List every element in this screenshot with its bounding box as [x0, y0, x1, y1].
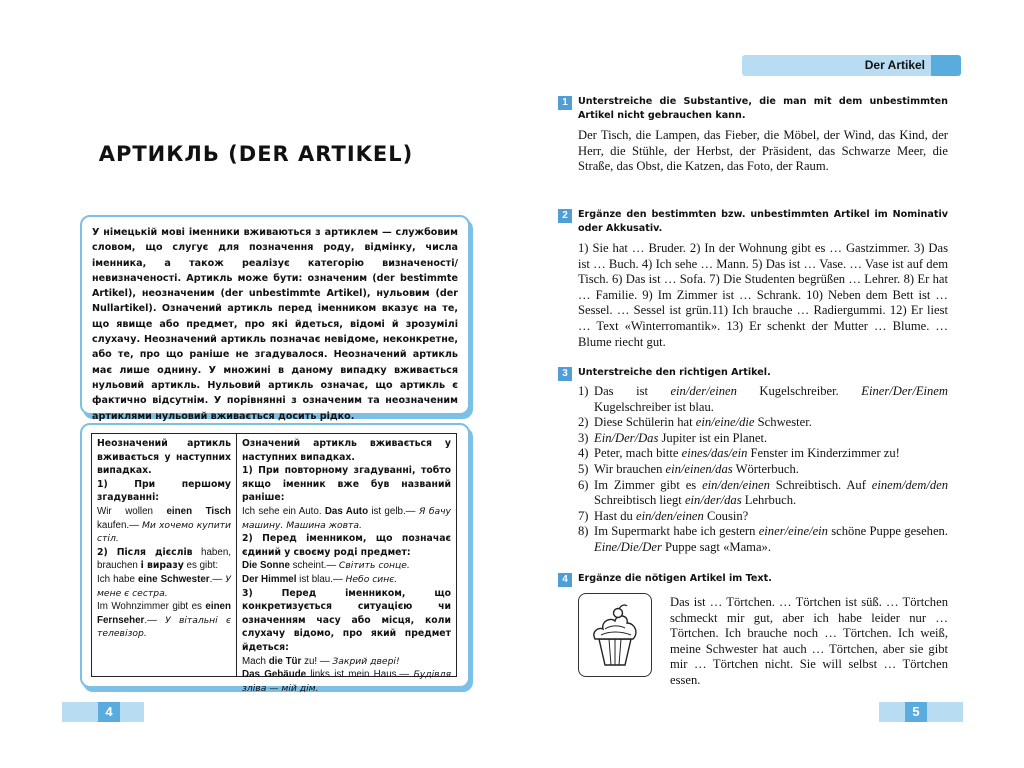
- example-ua: У вітальні є телевізор.: [97, 614, 231, 640]
- article-options: ein/der/das: [684, 493, 742, 508]
- article-options: ein/der/einen: [670, 384, 737, 398]
- example-de-bold: Der Himmel: [242, 573, 297, 585]
- page-number: 4: [98, 702, 120, 722]
- item-text-part: Fenster im Kinderzimmer zu!: [747, 446, 900, 461]
- item-text-part: Cousin?: [703, 508, 749, 523]
- indefinite-article-column: [92, 434, 237, 676]
- case-heading: і виразу: [140, 560, 184, 572]
- col2-case2-heading: 2) Перед іменником, що позначає єдиний у своєму роді предмет:: [242, 533, 451, 558]
- item-text-part: Puppe sagt «Mama».: [661, 539, 771, 554]
- example-de: links ist mein Haus.—: [306, 669, 410, 681]
- item-text-part: Kugelschreiber ist blau.: [594, 399, 714, 414]
- example-ua: Світить сонце.: [338, 560, 410, 572]
- article-options: eines/das/ein: [681, 446, 748, 461]
- col1-case1-example: [97, 505, 231, 546]
- exercise-number: 2: [558, 209, 572, 223]
- exercise-number: 3: [558, 367, 572, 381]
- list-item: [578, 415, 948, 431]
- case-heading: 2) Після дієслів: [97, 546, 193, 558]
- item-text-part: Lehrbuch.: [741, 493, 797, 508]
- exercise-instruction: Ergänze den bestimmten bzw. unbestimmten Artikel im Nominativ oder Akkusativ.: [578, 209, 948, 234]
- example-de-bold: Das Gebäude: [242, 669, 307, 681]
- page-number-tab: [62, 702, 144, 722]
- example-ua: Небо синє.: [345, 573, 398, 585]
- exercise-2: [558, 208, 948, 350]
- intro-box: [80, 215, 470, 422]
- example-de: .—: [144, 614, 157, 626]
- item-text-part: Schreibtisch liegt: [594, 493, 685, 508]
- example-de: Ich sehe ein Auto.: [242, 505, 325, 517]
- exercise-header: [558, 366, 948, 381]
- article-options: ein/eine/die: [695, 415, 755, 430]
- exercise-list: [578, 384, 948, 556]
- item-text-part: Kugelschreiber.: [736, 384, 862, 398]
- item-text: [594, 431, 948, 447]
- col1-case2-example2: [97, 600, 231, 641]
- item-text: [594, 478, 948, 509]
- header-accent: [931, 55, 961, 76]
- item-text: [594, 462, 948, 478]
- article-options: ein/den/einen: [702, 477, 770, 492]
- col1-case2: [97, 546, 231, 573]
- item-text-part: Jupiter ist ein Planet.: [658, 430, 768, 445]
- example-de-bold: einen Fernseher: [97, 601, 231, 626]
- item-text-part: schöne Puppe gesehen.: [827, 524, 948, 539]
- item-text-part: Diese Schülerin hat: [594, 415, 696, 430]
- exercise-4: [558, 572, 948, 689]
- exercise-4-content: [578, 593, 948, 689]
- article-options: Ein/Der/Das: [594, 430, 659, 445]
- exercise-text: 1) Sie hat … Bruder. 2) In der Wohnung gibt es … Gastzimmer. 3) Das ist … Buch. 4) Ich sehe … Mann. 5) Das ist … Vase. … Vase ist auf dem Tisch. 6) Das ist … Sofa. 7) Die Studenten begrüßen … Lehrer. 8) Er hat … Familie. 9) Im Zimmer ist … Schrank. 10) Neben dem Bett ist … Sessel. … Sessel ist grün.11) Ich brauche … Radiergummi. 12) Er liest … Text «Winterromantik». 13) Er schenkt der Mutter … Blume. … Blume riecht gut.: [578, 241, 948, 349]
- exercise-header: [558, 208, 948, 236]
- item-number: 6): [578, 477, 589, 492]
- item-text-part: Wörterbuch.: [732, 461, 799, 476]
- item-text-part: Schwester.: [754, 415, 812, 430]
- example-ua: Закрий двері!: [332, 655, 400, 667]
- exercise-number: 4: [558, 573, 572, 587]
- example-de-bold: Die Sonne: [242, 560, 290, 572]
- col2-case1-example: [242, 505, 451, 532]
- exercise-3: [558, 366, 948, 556]
- col2-case2-example1: [242, 559, 451, 573]
- article-options: ein/den/einen: [635, 508, 704, 523]
- example-de-bold: die Tür: [268, 655, 302, 667]
- example-de-bold: einen Tisch: [166, 505, 231, 517]
- exercise-instruction: Unterstreiche den richtigen Artikel.: [578, 367, 771, 378]
- list-item: [578, 384, 948, 415]
- exercise-header: [558, 95, 948, 123]
- col1-case1-heading: 1) При першому згадуванні:: [97, 478, 231, 504]
- example-de: haben, brauchen: [97, 546, 232, 572]
- item-text: [594, 446, 948, 462]
- example-de: ist blau.—: [296, 573, 346, 585]
- item-number: 8): [578, 524, 589, 539]
- cupcake-icon: [578, 593, 652, 677]
- article-options: Einer/Der/Einem: [861, 384, 948, 398]
- section-header: Der Artikel: [864, 58, 925, 72]
- article-options: Eine/Die/Der: [594, 539, 662, 554]
- exercise-instruction: Ergänze die nötigen Artikel im Text.: [578, 573, 772, 584]
- col2-intro: Означений артикль вживається у наступних випадках.: [242, 438, 451, 463]
- article-options: einer/eine/ein: [758, 524, 828, 539]
- item-number: 4): [578, 446, 589, 461]
- example-ua: Будівля зліва — мій дім.: [242, 669, 451, 694]
- list-item: [578, 478, 948, 509]
- example-de: Ich habe: [97, 573, 138, 585]
- example-de: Mach: [242, 655, 269, 667]
- item-text-part: Das ist: [594, 384, 671, 398]
- page-number-tab: [879, 702, 963, 722]
- item-number: 5): [578, 461, 589, 476]
- exercise-number: 1: [558, 96, 572, 110]
- example-de-bold: Das Auto: [324, 505, 369, 517]
- article-options: ein/einen/das: [665, 461, 733, 476]
- item-text-part: Peter, mach bitte: [594, 446, 682, 461]
- item-text-part: Schreibtisch. Auf: [769, 477, 872, 492]
- col2-case3-example1: [242, 655, 451, 669]
- example-de: ist gelb.—: [368, 505, 416, 517]
- item-text: [594, 524, 948, 555]
- definite-article-column: [237, 434, 456, 694]
- exercise-text: Der Tisch, die Lampen, das Fieber, die Möbel, der Wind, das Kind, der Herr, die Stühle, der Herbst, der Präsident, das Schwarze Meer, die Straße, das Obst, die Katzen, das Foto, der Raum.: [578, 128, 948, 174]
- col1-case2-example1: [97, 573, 231, 600]
- usage-table-box: [80, 423, 470, 694]
- example-de: kaufen.—: [97, 519, 139, 531]
- item-number: 1): [578, 384, 589, 398]
- exercise-header: [558, 572, 948, 587]
- item-text: [594, 415, 948, 431]
- item-text: [594, 384, 948, 415]
- example-ua: Я бачу машину. Машина жовта.: [242, 505, 451, 531]
- item-text-part: Im Zimmer gibt es: [594, 477, 703, 492]
- item-number: 3): [578, 430, 589, 445]
- item-text-part: Wir brauchen: [594, 461, 666, 476]
- page-title: АРТИКЛЬ (DER ARTIKEL): [98, 142, 414, 166]
- item-text-part: Hast du: [594, 508, 636, 523]
- list-item: [578, 524, 948, 555]
- item-text-part: Im Supermarkt habe ich gestern: [594, 524, 759, 539]
- list-item: [578, 446, 948, 462]
- item-number: 2): [578, 415, 589, 430]
- usage-table: [91, 433, 457, 694]
- example-ua: Ми хочемо купити стіл.: [97, 519, 231, 545]
- list-item: [578, 509, 948, 525]
- article-options: einem/dem/den: [871, 477, 948, 492]
- example-de: .—: [209, 573, 223, 585]
- example-de: es gibt:: [183, 560, 219, 572]
- example-ua: У мене є сестра.: [97, 573, 231, 599]
- col1-intro: Неозначений артикль вживається у наступних випадках.: [97, 438, 231, 477]
- item-number: 7): [578, 508, 589, 523]
- col2-case3-heading: 3) Перед іменником, що конкретизується ситуацією чи означенням часу або місця, коли слухачу відомо, про який предмет йдеться:: [242, 587, 451, 653]
- example-de: Wir wollen: [97, 505, 167, 517]
- list-item: [578, 431, 948, 447]
- intro-text: У німецькій мові іменники вживаються з артиклем — службовим словом, що слугує для позначення роду, відмінку, числа іменника, а також реалізує категорію визначеності/невизначеності. Артикль може бути: означеним (der bestimmte Artikel), неозначеним (der unbestimmte Artikel), нульовим (der Nullartikel). Означений артикль перед іменником вказує на те, що явище або предмет, про які йдеться, відомі й зрозумілі слухачу. Неозначений артикль позначає невідоме, неконкретне, або те, про що раніше не згадувалося. Неозначений артикль має лише однину. У множині в даному випадку вживається нульовий артикль. Нульовий артикль означає, що артикль є фактично відсутнім. У порівнянні з означеним та неозначеним артиклями нульовий вживається досить рідко.: [92, 227, 458, 422]
- exercise-1: [558, 95, 948, 175]
- col2-case1-heading: 1) При повторному згадуванні, тобто якщо іменник вже був названий раніше:: [242, 465, 451, 504]
- example-de: scheint.—: [289, 560, 339, 572]
- exercise-instruction: Unterstreiche die Substantive, die man mit dem unbestimmten Artikel nicht gebrauchen kann.: [578, 96, 948, 121]
- example-de: Im Wohnzimmer gibt es: [97, 601, 206, 613]
- list-item: [578, 462, 948, 478]
- example-de: zu! —: [301, 655, 333, 667]
- example-de-bold: eine Schwester: [137, 573, 210, 585]
- page-number: 5: [905, 702, 927, 722]
- item-text: [594, 509, 948, 525]
- exercise-text: Das ist … Törtchen. … Törtchen ist süß. … Törtchen schmeckt mir gut, aber ich habe leider nur … Törtchen. Ich brauche noch … Törtchen. Ich weiß, meine Schwester hat auch … Törtchen, aber sie gibt mir … Törtchen nicht. Sie will selbst … Törtchen essen.: [670, 595, 948, 687]
- section-header-tab: [742, 55, 961, 76]
- col2-case3-example2: [242, 668, 451, 695]
- col2-case2-example2: [242, 573, 451, 587]
